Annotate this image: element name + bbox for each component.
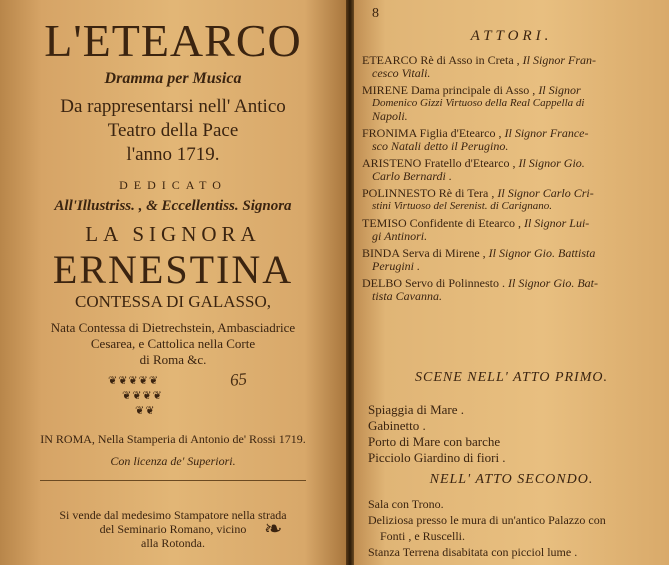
printers-ornament-icon: ❦❦❦❦❦ (108, 375, 160, 387)
performer-continued: sco Natali detto il Perugino. (372, 139, 509, 153)
title-year: l'anno 1719. (126, 144, 220, 165)
character-line: POLINNESTO Rè di Tera , (362, 186, 495, 200)
cast-entry (362, 217, 669, 243)
performer-line: Il Signor France- (504, 126, 589, 140)
footer-line-3: alla Rotonda. (141, 536, 205, 550)
dedicatee-name: ERNESTINA (52, 247, 294, 292)
handwritten-note: 65 (229, 369, 248, 390)
cast-entry (362, 54, 669, 80)
character-line: ARISTENO Fratello d'Etearco , (362, 156, 516, 170)
scene-heading-act-1: SCENE NELL' ATTO PRIMO. (415, 370, 608, 385)
book-gutter (346, 0, 354, 565)
cast-entry (362, 84, 669, 123)
character-line: DELBO Servo di Polinnesto . (362, 276, 505, 290)
cast-entry (362, 247, 669, 273)
footer-line-1: Si vende dal medesimo Stampatore nella strada (59, 508, 287, 522)
cast-entry (362, 187, 669, 213)
shell-ornament-icon: ❧ (264, 516, 283, 541)
book-title: L'ETEARCO (44, 15, 302, 66)
performer-continued: tista Cavanna. (372, 289, 443, 303)
la-signora: LA SIGNORA (85, 222, 261, 246)
desc-line-2: Cesarea, e Cattolica nella Corte (90, 336, 256, 351)
cast-entry (362, 277, 669, 303)
scene-item: Deliziosa presso le mura di un'antico Palazzo con (368, 513, 606, 527)
scene-list-act-2 (368, 496, 606, 560)
title-line-1: Da rappresentarsi nell' Antico (60, 96, 286, 117)
character-line: ETEARCO Rè di Asso in Creta , (362, 53, 520, 67)
dedicato-label: DEDICATO (119, 178, 227, 192)
scene-item: Spiaggia di Mare . (368, 402, 465, 417)
performer-line: Il Signor Gio. Bat- (508, 276, 598, 290)
character-line: TEMISO Confidente di Etearco , (362, 216, 521, 230)
performer-line: Il Signor Carlo Cri- (497, 186, 594, 200)
performer-continued: Carlo Bernardi . (372, 169, 452, 183)
page-number: 8 (372, 6, 379, 21)
scene-item: Gabinetto . (368, 418, 426, 433)
performer-continued: cesco Vitali. (372, 66, 431, 80)
performer-continued: stini Virtuoso del Serenist. di Carignano. (372, 200, 552, 212)
scene-item: Sala con Trono. (368, 497, 444, 511)
scene-item: Picciolo Giardino di fiori . (368, 450, 506, 465)
cast-entry (362, 127, 669, 153)
scene-item: Stanza Terrena disabitata con picciol lume . (368, 545, 578, 559)
performer-continued: Napoli. (372, 109, 408, 123)
cast-page (354, 0, 669, 565)
imprint: IN ROMA, Nella Stamperia di Antonio de' Rossi 1719. (40, 432, 306, 446)
performer-continued: gi Antinori. (372, 229, 428, 243)
performer-line: Il Signor Fran- (522, 53, 597, 67)
book-subtitle: Dramma per Musica (104, 70, 242, 87)
title-line-2: Teatro della Pace (107, 120, 239, 141)
desc-line-3: di Roma &c. (139, 352, 207, 367)
printers-ornament-icon: ❦❦ (135, 405, 156, 417)
performer-continued: Domenico Gizzi Virtuoso della Real Cappella di (372, 97, 585, 109)
performer-line: Il Signor (538, 83, 581, 97)
printers-ornament-icon: ❦❦❦❦ (122, 390, 163, 402)
footer-line-2: del Seminario Romano, vicino (99, 522, 247, 536)
character-line: BINDA Serva di Mirene , (362, 246, 486, 260)
performer-line: Il Signor Gio. (518, 156, 585, 170)
cast-list (362, 54, 669, 307)
license-note: Con licenza de' Superiori. (110, 454, 236, 468)
character-line: MIRENE Dama principale di Asso , (362, 83, 536, 97)
character-line: FRONIMA Figlia d'Etearco , (362, 126, 502, 140)
cast-entry (362, 157, 669, 183)
performer-line: Il Signor Gio. Battista (488, 246, 596, 260)
cast-heading: ATTORI. (470, 28, 553, 44)
performer-continued: Perugini . (372, 259, 420, 273)
performer-line: Il Signor Lui- (523, 216, 590, 230)
desc-line-1: Nata Contessa di Dietrechstein, Ambasciadrice (50, 320, 296, 335)
scene-item: Fonti , e Ruscelli. (380, 529, 465, 543)
contessa-line: CONTESSA DI GALASSO, (75, 292, 271, 311)
honorific: All'Illustriss. , & Eccellentiss. Signora (54, 198, 292, 214)
scene-item: Porto di Mare con barche (368, 434, 501, 449)
scene-list-act-1 (368, 402, 506, 466)
divider-rule (40, 480, 306, 481)
scene-heading-act-2: NELL' ATTO SECONDO. (429, 472, 594, 487)
